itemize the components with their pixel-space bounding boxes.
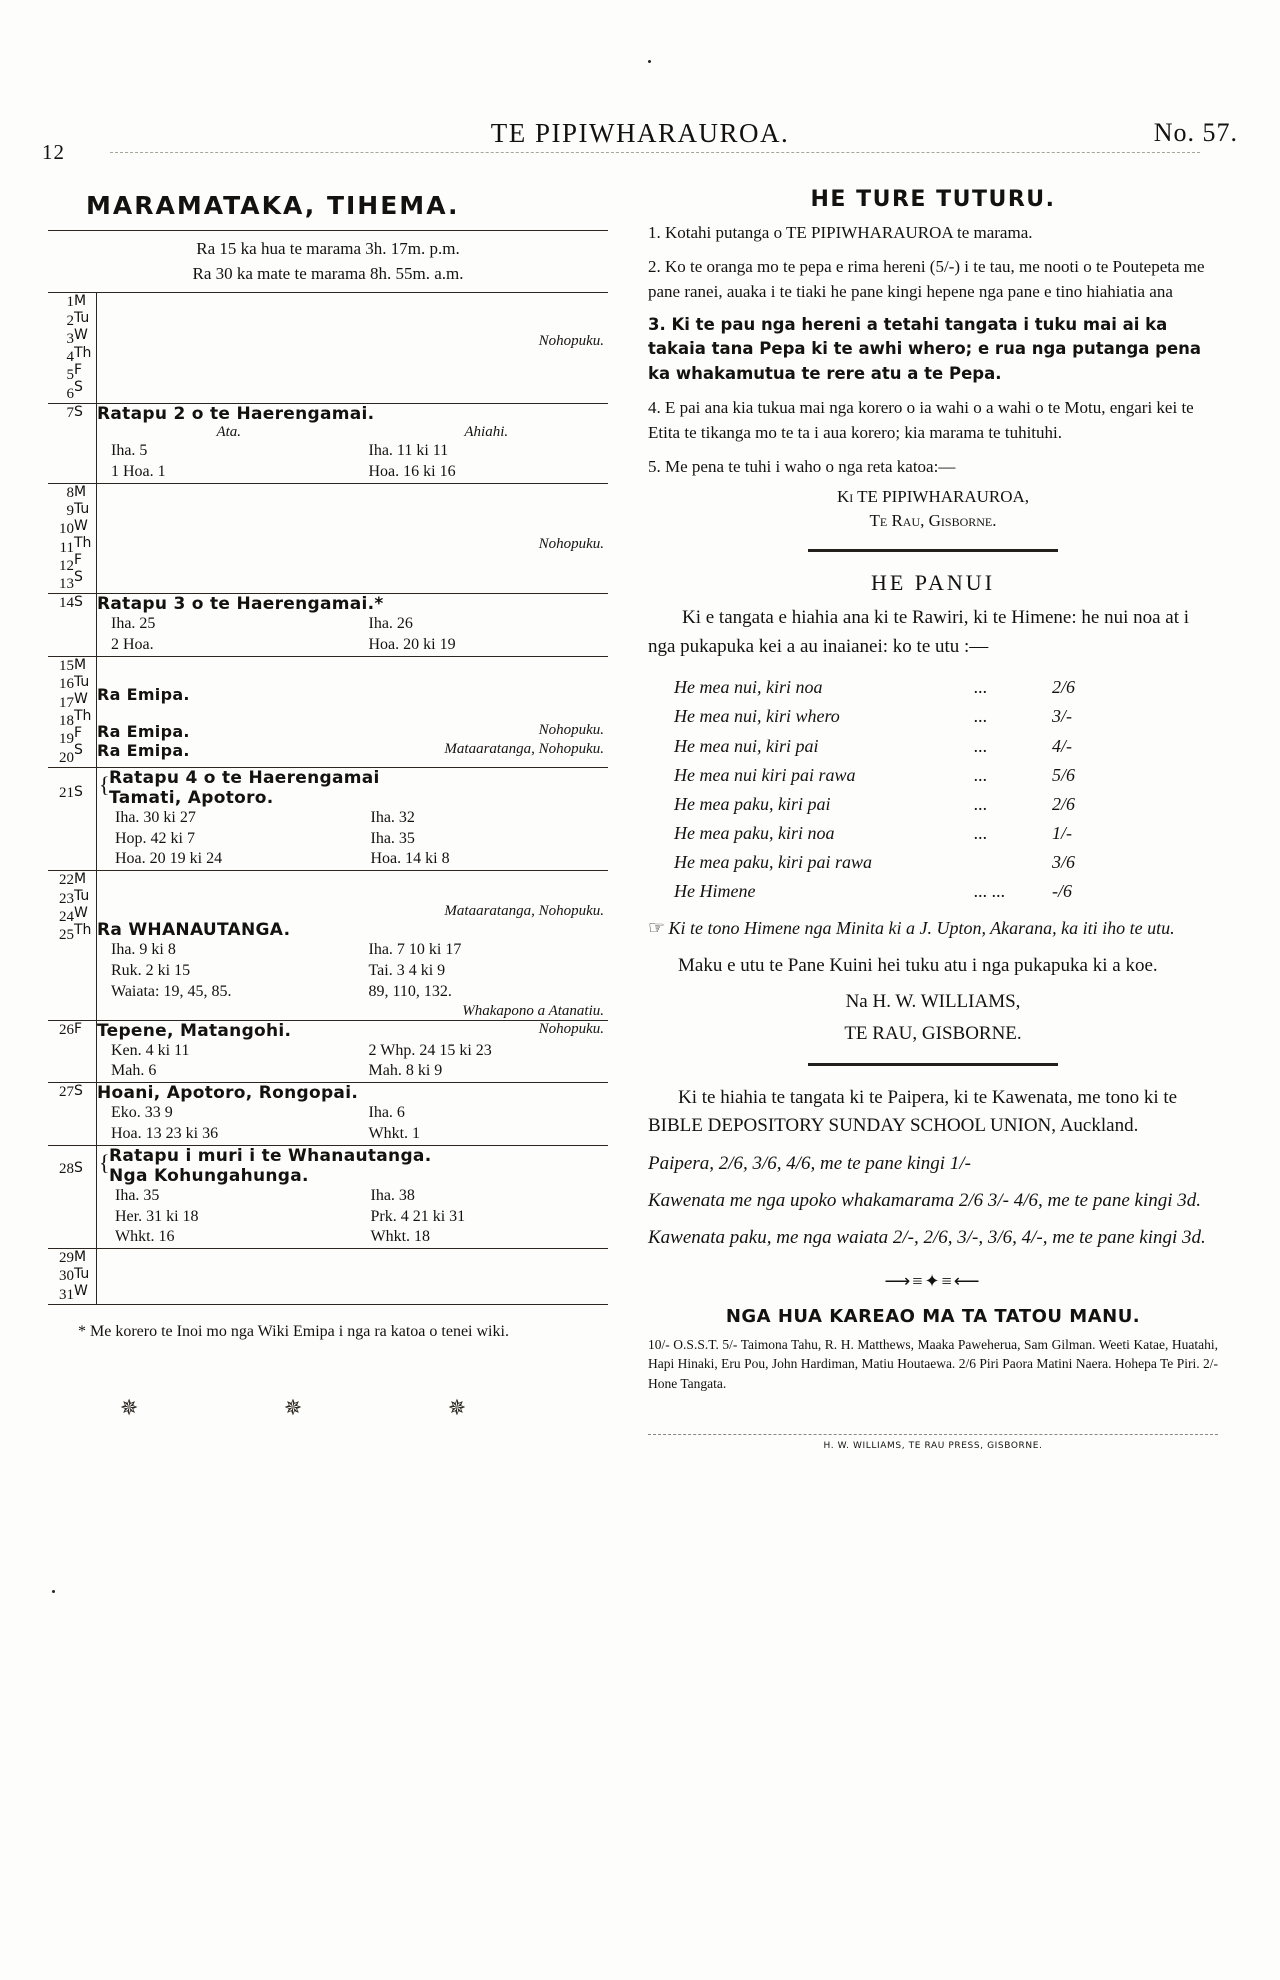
reading: Tai. 3 4 ki 9 [368, 962, 446, 979]
speck [52, 1590, 55, 1593]
section-divider [808, 1063, 1058, 1066]
day-letters: S [74, 594, 97, 656]
masthead-title: TE PIPIWHARAUROA. [490, 118, 790, 148]
reading: Whkt. 18 [370, 1228, 431, 1246]
address-line-2: Te Rau, Gisborne. [869, 511, 997, 531]
price-list [674, 673, 1218, 906]
brace-glyph: { [99, 771, 110, 797]
day-numbers: 27 [59, 1084, 74, 1101]
nohopuku-note: Nohopuku. [538, 1020, 604, 1037]
day-numbers: 14 [59, 595, 74, 612]
sunday-heading: Ratapu 4 o te Haerengamai [109, 767, 380, 788]
day-letters: M Tu W [74, 1249, 97, 1304]
reading: Iha. 5 [111, 442, 148, 460]
reading: Hoa. 13 23 ki 36 [111, 1124, 219, 1142]
calendar-block [48, 1021, 608, 1084]
calendar-block [48, 404, 608, 484]
reading: Iha. 38 [370, 1186, 415, 1204]
block-body [97, 768, 605, 870]
reading: Iha. 6 [368, 1104, 405, 1122]
whanautanga-heading: Ra WHANAUTANGA. [97, 920, 291, 941]
mataaratanga-note: Mataaratanga, Nohopuku. [444, 903, 604, 920]
reading: Iha. 35 [370, 829, 415, 847]
reading: Iha. 25 [111, 615, 156, 633]
day-letters: M Tu W Th [74, 871, 97, 1019]
right-column [648, 185, 1218, 1451]
day-letters: F [74, 1021, 97, 1083]
rule-item: 5. Me pena te tuhi i waho o nga reta katoa:— [648, 456, 956, 476]
bible-depository-paragraph: Ki te hiahia te tangata ki te Paipera, ki te Kawenata, me tono ki te BIBLE DEPOSITORY SUNDAY SCHOOL UNION, Auckland. [648, 1086, 1178, 1137]
reading: Mah. 6 [111, 1062, 157, 1080]
hua-kareao-body: 10/- O.S.S.T. 5/- Taimona Tahu, R. H. Matthews, Maaka Paweherua, Sam Gilman. Weeti Katae, Huatahi, Hapi Hinaki, Eru Pou, John Hardiman, Matiu Houtaewa. 2/6 Piri Paora Matini Naera. Hohepa Te Piri. 2/- Hone Tangata. [648, 1336, 1218, 1391]
calendar-block [48, 293, 608, 404]
day-numbers: 28 [59, 1160, 74, 1177]
reading: Eko. 33 9 [111, 1104, 173, 1122]
day-letters: M Tu W Th F S [74, 657, 97, 767]
page-number: 12 [42, 140, 65, 164]
whakapono-note: Whakapono a Atanatiu. [462, 1002, 604, 1019]
reading: Iha. 32 [370, 808, 415, 826]
price-note: Kawenata paku, me nga waiata 2/-, 2/6, 3/-, 3/6, 4/-, me te pane kingi 3d. [648, 1227, 1206, 1249]
calendar-block [48, 594, 608, 657]
ornament-row: ✵ ✵ ✵ [119, 1395, 537, 1421]
feast-heading: Tepene, Matangohi. [97, 1020, 292, 1041]
nohopuku-note: Nohopuku. [538, 722, 604, 739]
issue-number: No. 57. [1153, 118, 1238, 147]
day-numbers: 29 30 31 [59, 1250, 74, 1303]
reading: Hoa. 20 19 ki 24 [115, 850, 223, 868]
nohopuku-note: Nohopuku. [538, 333, 604, 350]
day-letters: S [74, 768, 97, 870]
sunday-heading: Ratapu 2 o te Haerengamai. [97, 404, 375, 425]
price-note: Kawenata me nga upoko whakamarama 2/6 3/- 4/6, me te pane kingi 3d. [648, 1189, 1202, 1211]
day-letters: M Tu W Th F S [74, 293, 97, 403]
sunday-heading: Ratapu 3 o te Haerengamai.* [97, 594, 384, 615]
calendar-block [48, 871, 608, 1020]
signature-te-rau: TE RAU, GISBORNE. [844, 1022, 1022, 1044]
reading: Whkt. 1 [368, 1124, 421, 1142]
price-row: He Himene ... ... -/6 [674, 881, 1072, 902]
price-note: Paipera, 2/6, 3/6, 4/6, me te pane kingi 1/- [648, 1152, 971, 1174]
day-numbers: 26 [59, 1021, 74, 1038]
price-row: He mea paku, kiri pai ... 2/6 [674, 793, 1076, 814]
block-body [97, 871, 605, 1019]
price-row: He mea nui, kiri pai ... 4/- [674, 735, 1072, 756]
block-body [97, 594, 605, 656]
maramataka-title: MARAMATAKA, TIHEMA. [86, 191, 460, 220]
reading: Ruk. 2 ki 15 [111, 962, 191, 979]
pointing-hand-icon: ☞ [648, 917, 665, 939]
divider-rule [48, 230, 608, 231]
reading: Iha. 7 10 ki 17 [368, 941, 462, 959]
rule-item: 3. Ki te pau nga hereni a tetahi tangata i tuku mai ai ka takaia tana Pepa ki te awhi whero; e rua nga putanga pena ka whakamutua te rere atu a te Pepa. [648, 314, 1202, 383]
reading: Iha. 11 ki 11 [368, 442, 449, 460]
calendar-block [48, 484, 608, 595]
reading: 2 Whp. 24 15 ki 23 [368, 1041, 492, 1059]
reading: 89, 110, 132. [368, 982, 452, 1000]
reading: Mah. 8 ki 9 [368, 1062, 443, 1080]
reading: Hop. 42 ki 7 [115, 829, 195, 847]
day-numbers: 21 [59, 784, 74, 801]
price-row: He mea nui kiri pai rawa ... 5/6 [674, 764, 1076, 785]
speck [648, 60, 651, 63]
calendar-block [48, 657, 608, 768]
block-body [97, 293, 605, 403]
calendar-block [48, 1249, 608, 1304]
flourish-ornament: ⟶≡✦≡⟵ [884, 1270, 982, 1291]
hand-note-text: Ki te tono Himene nga Minita ki a J. Upton, Akarana, ka iti iho te utu. [668, 917, 1175, 938]
sunday-heading-2: Nga Kohungahunga. [109, 1165, 309, 1186]
reading: Her. 31 ki 18 [115, 1207, 199, 1225]
sunday-heading-2: Tamati, Apotoro. [109, 787, 274, 808]
reading: 1 Hoa. 1 [111, 462, 166, 480]
rule-item: 1. Kotahi putanga o TE PIPIWHARAUROA te marama. [648, 223, 1033, 242]
block-body [97, 657, 605, 767]
left-column [48, 185, 608, 1421]
ra-emipa: Ra Emipa. [97, 685, 190, 705]
hua-kareao-title: NGA HUA KAREAO MA TA TATOU MANU. [725, 1305, 1141, 1327]
panui-body: Ki e tangata e hiahia ana ki te Rawiri, ki te Himene: he nui noa at i nga pukapuka kei a au inaianei: ko te utu :— [648, 607, 1190, 657]
block-body [97, 1083, 605, 1145]
reading: Waiata: 19, 45, 85. [111, 982, 232, 1000]
calendar-table [48, 292, 608, 1305]
day-numbers: 7 [66, 405, 74, 422]
day-numbers: 1 2 3 4 5 6 [66, 294, 74, 402]
reading: Ken. 4 ki 11 [111, 1041, 190, 1059]
section-divider [808, 549, 1058, 552]
address-line-1: Ki TE PIPIWHARAUROA, [836, 487, 1030, 507]
panui-title: HE PANUI [870, 570, 996, 596]
brace-glyph: { [99, 1149, 110, 1175]
price-row: He mea nui, kiri whero ... 3/- [674, 706, 1072, 727]
reading: Hoa. 20 ki 19 [368, 636, 456, 654]
reading: Hoa. 14 ki 8 [370, 850, 450, 868]
ahiahi-label: Ahiahi. [464, 424, 509, 441]
ra-emipa: Ra Emipa. [97, 741, 190, 761]
mataaratanga-note: Mataaratanga, Nohopuku. [444, 741, 604, 758]
reading: Iha. 35 [115, 1186, 160, 1204]
day-letters: M Tu W Th F S [74, 484, 97, 594]
nohopuku-note: Nohopuku. [538, 535, 604, 552]
reading: Hoa. 16 ki 16 [368, 462, 456, 480]
day-numbers: 22 23 24 25 [59, 872, 74, 944]
calendar-footnote: * Me korero te Inoi mo nga Wiki Emipa i nga ra katoa o tenei wiki. [78, 1323, 509, 1341]
block-body [97, 484, 605, 594]
reading: Whkt. 16 [115, 1228, 175, 1246]
price-row: He mea nui, kiri noa ... 2/6 [674, 677, 1076, 698]
reading: Iha. 30 ki 27 [115, 808, 196, 826]
reading: 2 Hoa. [111, 636, 154, 654]
feast-heading: Hoani, Apotoro, Rongopai. [97, 1083, 359, 1104]
block-body [97, 404, 605, 483]
moon-phase-notes [48, 237, 608, 286]
ra-emipa: Ra Emipa. [97, 722, 190, 742]
reading: Prk. 4 21 ki 31 [370, 1207, 466, 1225]
rule-item: 4. E pai ana kia tukua mai nga korero o ia wahi o a wahi o te Motu, engari kei te Etita te tikanga mo te ta i aua korero; kia marama te tuhituhi. [648, 397, 1194, 443]
block-body [97, 1146, 605, 1248]
tuturu-title: HE TURE TUTURU. [810, 187, 1056, 212]
reading: Iha. 26 [368, 615, 413, 633]
moon-line-1: Ra 15 ka hua te marama 3h. 17m. p.m. [196, 239, 460, 258]
calendar-block [48, 1083, 608, 1146]
printer-imprint: H. W. WILLIAMS, TE RAU PRESS, GISBORNE. [648, 1434, 1218, 1451]
block-body [97, 1249, 605, 1304]
header-rule [110, 152, 1200, 153]
maku-paragraph: Maku e utu te Pane Kuini hei tuku atu i nga pukapuka ki a koe. [678, 955, 1158, 977]
day-numbers: 8 9 10 11 12 13 [59, 484, 74, 593]
day-numbers: 15 16 17 18 19 20 [59, 658, 74, 766]
block-body [97, 1021, 605, 1083]
calendar-block [48, 1146, 608, 1249]
ata-label: Ata. [216, 424, 242, 441]
reading: Iha. 9 ki 8 [111, 941, 176, 959]
day-letters: S [74, 1146, 97, 1248]
price-row: He mea paku, kiri pai rawa 3/6 [674, 852, 1076, 873]
sunday-heading: Ratapu i muri i te Whanautanga. [109, 1145, 432, 1166]
price-row: He mea paku, kiri noa ... 1/- [674, 823, 1072, 844]
moon-line-2: Ra 30 ka mate te marama 8h. 55m. a.m. [192, 263, 464, 283]
signature-na: Na H. W. WILLIAMS, [845, 990, 1021, 1012]
day-letters: S [74, 1083, 97, 1145]
day-letters: S [74, 404, 97, 483]
rule-item: 2. Ko te oranga mo te pepa e rima hereni (5/-) i te tau, me nooti o te Poutepeta me pane ranei, auaka i te tiaki he pane kingi hepene nga pane e tino hiahiatia ana [648, 256, 1205, 301]
hand-note [648, 915, 1218, 943]
calendar-block [48, 768, 608, 871]
